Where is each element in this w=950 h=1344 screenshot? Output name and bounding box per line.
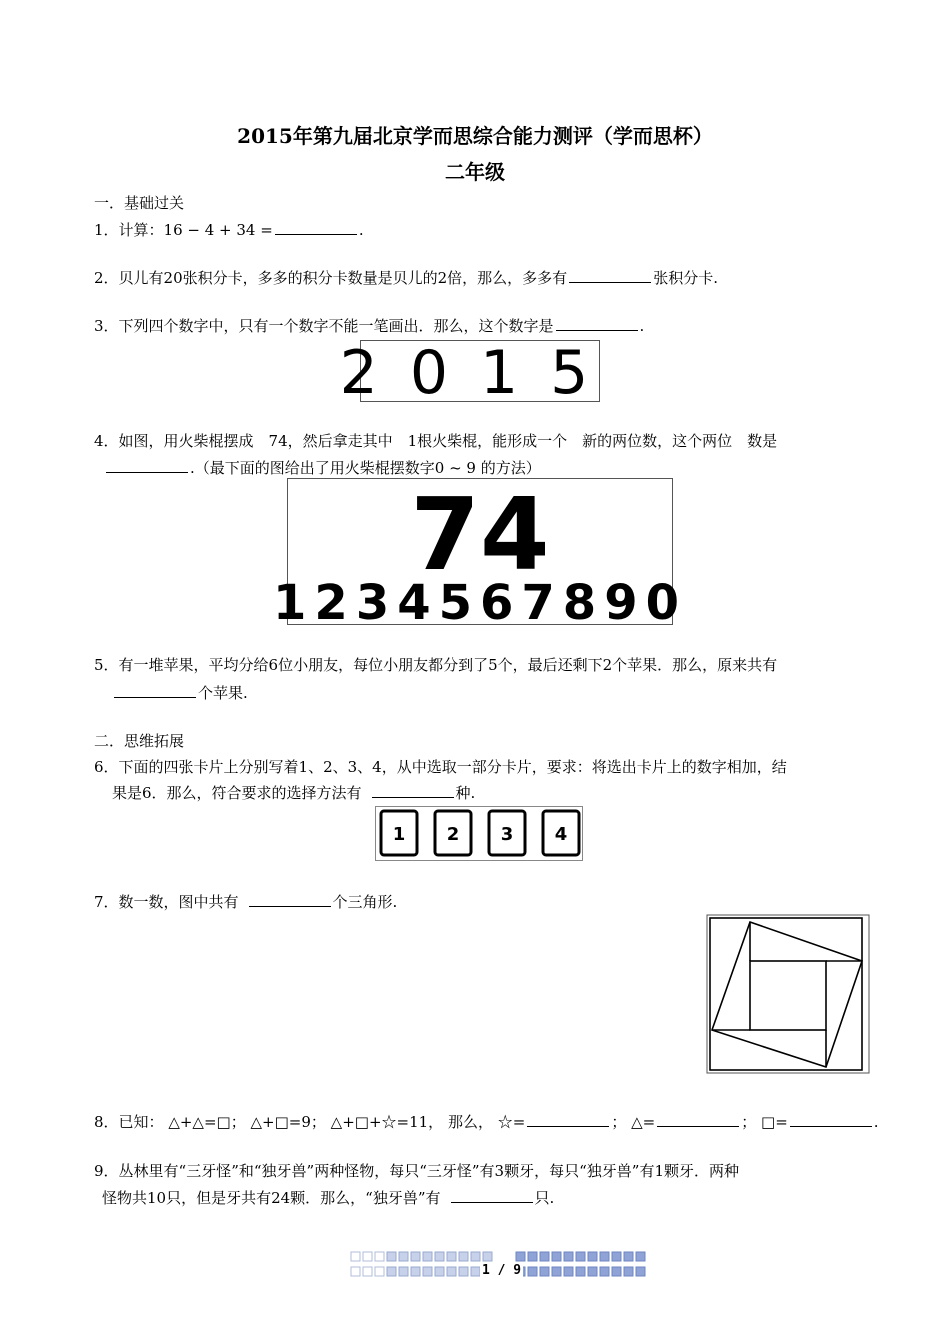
- answer-blank-triangle[interactable]: [657, 1110, 739, 1127]
- question-5-line2: [112, 681, 248, 704]
- q4-matchstick-figure: [273, 476, 687, 631]
- question-7-end: 个三角形.: [332, 893, 398, 911]
- equation-2: △+□=9；: [250, 1113, 326, 1131]
- question-5-line2-text: 个苹果.: [198, 684, 248, 702]
- question-6-line2-text: 果是6．那么，符合要求的选择方法有: [112, 784, 362, 802]
- answer-blank[interactable]: [569, 266, 651, 283]
- question-3: [94, 314, 644, 337]
- answer-blank[interactable]: [275, 218, 357, 235]
- matchstick-digits-row: 1234567890: [273, 575, 687, 631]
- star-label: ☆=: [497, 1113, 526, 1131]
- question-6-end: 种.: [455, 784, 476, 802]
- question-1-end: .: [358, 221, 364, 239]
- card-1: 1: [392, 824, 406, 845]
- answer-blank[interactable]: [106, 456, 188, 473]
- question-8-prefix: 8．已知：: [94, 1113, 164, 1131]
- question-4-line1: 4．如图，用火柴棍摆成 74，然后拿走其中 1根火柴棍，能形成一个 新的两位数，这个两位 数是: [94, 432, 778, 450]
- question-9-line1: 9．丛林里有“三牙怪”和“独牙兽”两种怪物，每只“三牙怪”有3颗牙，每只“独牙兽”有1颗牙．两种: [94, 1162, 739, 1180]
- question-6-line1: 6．下面的四张卡片上分别写着1、2、3、4，从中选取一部分卡片，要求：将选出卡片上的数字相加，结: [94, 758, 787, 776]
- question-9-line2: [102, 1186, 554, 1209]
- page-number: 1 / 9: [482, 1263, 522, 1278]
- question-2-end: 张积分卡.: [653, 269, 718, 287]
- q3-figure-digits: 2015: [339, 338, 621, 408]
- question-8-end: .: [873, 1113, 879, 1131]
- question-4-line2-text: .（最下面的图给出了用火柴棍摆数字0 ~ 9 的方法）: [190, 459, 541, 477]
- q3-figure: [339, 338, 621, 408]
- question-1: [94, 218, 364, 241]
- answer-blank[interactable]: [451, 1186, 533, 1203]
- triangle-label: △=: [631, 1113, 656, 1131]
- q6-cards: [375, 806, 583, 861]
- question-2: [94, 266, 718, 289]
- answer-blank-star[interactable]: [527, 1110, 609, 1127]
- answer-blank[interactable]: [372, 781, 454, 798]
- card-3: 3: [500, 824, 514, 845]
- matchstick-74: 74: [410, 476, 550, 593]
- equation-1: △+△=□；: [168, 1113, 246, 1131]
- question-8: [94, 1110, 879, 1133]
- card-4: 4: [554, 824, 568, 845]
- page-subtitle: 二年级: [445, 160, 505, 184]
- question-1-text: 1．计算：16 − 4 + 34 =: [94, 221, 273, 239]
- answer-blank-square[interactable]: [790, 1110, 872, 1127]
- question-2-text: 2．贝儿有20张积分卡，多多的积分卡数量是贝儿的2倍，那么，多多有: [94, 269, 568, 287]
- square-label: □=: [761, 1113, 788, 1131]
- card-2: 2: [446, 824, 460, 845]
- answer-blank[interactable]: [114, 681, 196, 698]
- answer-blank[interactable]: [249, 890, 331, 907]
- footer: [350, 1250, 646, 1280]
- answer-blank[interactable]: [556, 314, 638, 331]
- question-7: [94, 890, 397, 913]
- q7-triangle-figure: [706, 914, 870, 1074]
- separator: ；: [741, 1113, 757, 1131]
- section-thinking: 二．思维拓展: [94, 732, 185, 750]
- page-title: 2015年第九届北京学而思综合能力测评（学而思杯）: [237, 124, 713, 148]
- equation-3: △+□+☆=11，: [330, 1113, 444, 1131]
- question-8-mid: 那么，: [447, 1113, 493, 1131]
- section-basic: 一．基础过关: [94, 194, 185, 212]
- question-5-line1: 5．有一堆苹果，平均分给6位小朋友，每位小朋友都分到了5个，最后还剩下2个苹果．那么，原来共有: [94, 656, 778, 674]
- question-9-end: 只.: [534, 1189, 555, 1207]
- separator: ；: [611, 1113, 627, 1131]
- question-9-line2-text: 怪物共10只，但是牙共有24颗．那么，“独牙兽”有: [102, 1189, 441, 1207]
- question-7-text: 7．数一数，图中共有: [94, 893, 239, 911]
- question-3-end: .: [639, 317, 645, 335]
- question-6-line2: [112, 781, 475, 804]
- question-3-text: 3．下列四个数字中，只有一个数字不能一笔画出．那么，这个数字是: [94, 317, 554, 335]
